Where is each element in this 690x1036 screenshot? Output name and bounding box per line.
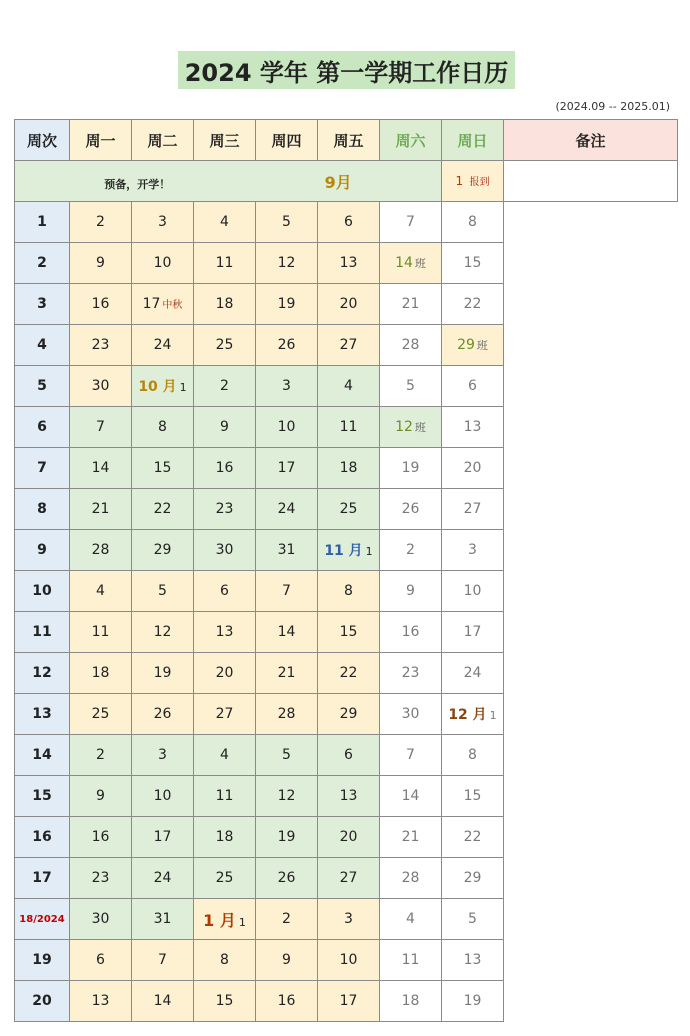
month-label: 11 月	[324, 543, 363, 559]
month-label: 10 月	[138, 379, 177, 395]
day-cell-thu: 12	[256, 776, 318, 817]
date-range: (2024.09 -- 2025.01)	[555, 100, 670, 113]
day-cell-sat: 16	[380, 612, 442, 653]
day-cell-sat: 5	[380, 366, 442, 407]
day-cell-mon: 16	[70, 817, 132, 858]
day-cell-fri: 17	[318, 981, 380, 1022]
col-note: 备注	[504, 120, 678, 161]
col-week: 周次	[15, 120, 70, 161]
banner-row	[15, 161, 678, 202]
day-cell-mon: 14	[70, 448, 132, 489]
week-number: 15	[15, 776, 70, 817]
week-row	[15, 407, 678, 448]
day-cell-wed: 4	[194, 735, 256, 776]
day-cell-mon: 9	[70, 776, 132, 817]
day-cell-wed: 16	[194, 448, 256, 489]
day-cell-wed: 4	[194, 202, 256, 243]
day-cell-sun	[442, 694, 504, 735]
week-number: 7	[15, 448, 70, 489]
week-row	[15, 202, 678, 243]
banner-month: 9月	[324, 172, 352, 192]
day-cell-sun: 15	[442, 243, 504, 284]
day-cell-tue: 10	[132, 776, 194, 817]
week-number: 16	[15, 817, 70, 858]
day-cell-sat: 2	[380, 530, 442, 571]
day-cell-mon: 21	[70, 489, 132, 530]
month-label: 12 月	[448, 707, 487, 723]
day-cell-fri: 27	[318, 325, 380, 366]
day-cell-tue: 5	[132, 571, 194, 612]
day-cell-sun: 3	[442, 530, 504, 571]
day-cell-thu: 14	[256, 612, 318, 653]
day-cell-mon: 2	[70, 202, 132, 243]
day-cell-wed: 30	[194, 530, 256, 571]
week-row	[15, 284, 678, 325]
day-cell-tue: 26	[132, 694, 194, 735]
day-cell-mon: 4	[70, 571, 132, 612]
week-number: 8	[15, 489, 70, 530]
day-cell-wed: 25	[194, 325, 256, 366]
col-tue: 周二	[132, 120, 194, 161]
day-cell-thu: 10	[256, 407, 318, 448]
day-cell-sat: 23	[380, 653, 442, 694]
week-row	[15, 735, 678, 776]
col-mon: 周一	[70, 120, 132, 161]
day-cell-mon: 2	[70, 735, 132, 776]
week-row	[15, 940, 678, 981]
workday-tag: 班	[414, 421, 426, 434]
day-cell-sun: 13	[442, 940, 504, 981]
day-cell-wed: 20	[194, 653, 256, 694]
day-number: 1	[365, 545, 373, 558]
week-number: 13	[15, 694, 70, 735]
day-cell-mon: 28	[70, 530, 132, 571]
day-cell-thu: 28	[256, 694, 318, 735]
day-cell-sat: 9	[380, 571, 442, 612]
day-cell-sat: 21	[380, 284, 442, 325]
day-cell-wed: 18	[194, 284, 256, 325]
day-cell-tue: 22	[132, 489, 194, 530]
week-row	[15, 981, 678, 1022]
week-number: 11	[15, 612, 70, 653]
day-cell-sun: 13	[442, 407, 504, 448]
day-cell-tue	[132, 366, 194, 407]
report-day	[442, 161, 504, 202]
day-cell-fri: 13	[318, 243, 380, 284]
day-cell-tue: 17	[132, 817, 194, 858]
day-cell-thu: 17	[256, 448, 318, 489]
day-cell-mon: 16	[70, 284, 132, 325]
day-cell-mon: 13	[70, 981, 132, 1022]
day-cell-sun: 27	[442, 489, 504, 530]
day-cell-sat: 26	[380, 489, 442, 530]
day-cell-tue: 29	[132, 530, 194, 571]
col-sat: 周六	[380, 120, 442, 161]
day-cell-wed: 8	[194, 940, 256, 981]
holiday-tag: 中秋	[162, 300, 183, 311]
day-cell-thu: 26	[256, 858, 318, 899]
day-cell-sat: 21	[380, 817, 442, 858]
report-day-number: 1	[455, 174, 464, 188]
week-number: 4	[15, 325, 70, 366]
day-cell-tue: 31	[132, 899, 194, 940]
week-row	[15, 448, 678, 489]
week-number: 12	[15, 653, 70, 694]
day-cell-sun: 10	[442, 571, 504, 612]
day-cell-thu: 26	[256, 325, 318, 366]
day-cell-sat	[380, 407, 442, 448]
day-cell-sat: 30	[380, 694, 442, 735]
day-cell-fri: 10	[318, 940, 380, 981]
workday-tag: 班	[414, 257, 426, 270]
day-cell-thu: 9	[256, 940, 318, 981]
day-cell-mon: 18	[70, 653, 132, 694]
day-cell-fri: 6	[318, 202, 380, 243]
day-cell-wed: 11	[194, 243, 256, 284]
day-cell-sun: 17	[442, 612, 504, 653]
col-thu: 周四	[256, 120, 318, 161]
day-cell-sat: 19	[380, 448, 442, 489]
day-cell-wed: 25	[194, 858, 256, 899]
day-cell-fri: 8	[318, 571, 380, 612]
week-number: 17	[15, 858, 70, 899]
day-cell-tue: 19	[132, 653, 194, 694]
week-number: 18/2024	[15, 899, 70, 940]
day-cell-tue: 10	[132, 243, 194, 284]
week-number: 9	[15, 530, 70, 571]
day-cell-fri: 18	[318, 448, 380, 489]
col-fri: 周五	[318, 120, 380, 161]
day-number: 12	[395, 419, 413, 435]
day-cell-thu: 19	[256, 284, 318, 325]
day-cell-sat: 28	[380, 325, 442, 366]
day-cell-mon: 6	[70, 940, 132, 981]
day-cell-wed: 27	[194, 694, 256, 735]
week-row	[15, 243, 678, 284]
calendar-table	[14, 119, 678, 1022]
day-cell-wed: 15	[194, 981, 256, 1022]
day-cell-mon: 7	[70, 407, 132, 448]
day-cell-sun: 15	[442, 776, 504, 817]
day-cell-mon: 23	[70, 858, 132, 899]
day-cell-wed: 13	[194, 612, 256, 653]
day-cell-wed: 23	[194, 489, 256, 530]
week-row	[15, 653, 678, 694]
day-cell-wed: 6	[194, 571, 256, 612]
week-row	[15, 489, 678, 530]
day-cell-tue: 14	[132, 981, 194, 1022]
day-cell-fri: 3	[318, 899, 380, 940]
banner-message: 预备，开学！	[104, 177, 171, 191]
week-number: 6	[15, 407, 70, 448]
day-cell-sun: 24	[442, 653, 504, 694]
week-row	[15, 776, 678, 817]
day-cell-sat: 7	[380, 735, 442, 776]
day-cell-thu: 3	[256, 366, 318, 407]
day-cell-wed: 11	[194, 776, 256, 817]
day-cell-sat: 14	[380, 776, 442, 817]
week-number: 5	[15, 366, 70, 407]
day-cell-tue: 7	[132, 940, 194, 981]
day-cell-sun: 8	[442, 202, 504, 243]
day-cell-mon: 30	[70, 366, 132, 407]
week-row	[15, 571, 678, 612]
week-row	[15, 325, 678, 366]
report-day-label: 报到	[469, 177, 490, 188]
day-cell-fri: 6	[318, 735, 380, 776]
day-cell-thu: 5	[256, 735, 318, 776]
week-row	[15, 366, 678, 407]
day-cell-sat: 28	[380, 858, 442, 899]
page-title: 2024 学年 第一学期工作日历	[178, 51, 515, 89]
day-cell-wed: 9	[194, 407, 256, 448]
day-cell-tue: 15	[132, 448, 194, 489]
day-cell-fri: 11	[318, 407, 380, 448]
day-cell-fri: 22	[318, 653, 380, 694]
day-cell-mon: 11	[70, 612, 132, 653]
day-cell-tue: 8	[132, 407, 194, 448]
day-cell-thu: 16	[256, 981, 318, 1022]
day-cell-thu: 24	[256, 489, 318, 530]
day-cell-sun	[442, 325, 504, 366]
day-cell-fri: 20	[318, 284, 380, 325]
day-cell-wed	[194, 899, 256, 940]
week-number: 19	[15, 940, 70, 981]
week-row	[15, 899, 678, 940]
day-cell-fri: 13	[318, 776, 380, 817]
day-cell-fri: 4	[318, 366, 380, 407]
day-cell-sun: 22	[442, 817, 504, 858]
day-cell-sun: 8	[442, 735, 504, 776]
day-number: 14	[395, 255, 413, 271]
col-wed: 周三	[194, 120, 256, 161]
day-cell-thu: 19	[256, 817, 318, 858]
day-cell-sat: 7	[380, 202, 442, 243]
day-cell-tue: 24	[132, 325, 194, 366]
week-row	[15, 858, 678, 899]
day-cell-wed: 18	[194, 817, 256, 858]
month-label: 1 月	[203, 910, 236, 930]
week-number: 14	[15, 735, 70, 776]
day-cell-sun: 22	[442, 284, 504, 325]
day-cell-thu: 2	[256, 899, 318, 940]
day-cell-tue: 12	[132, 612, 194, 653]
week-row	[15, 817, 678, 858]
day-cell-sun: 6	[442, 366, 504, 407]
day-cell-thu: 12	[256, 243, 318, 284]
day-cell-sun: 19	[442, 981, 504, 1022]
day-number: 1	[489, 709, 497, 722]
day-cell-thu: 7	[256, 571, 318, 612]
header-row	[15, 120, 678, 161]
week-number: 1	[15, 202, 70, 243]
week-number: 10	[15, 571, 70, 612]
week-rows	[15, 202, 678, 1022]
week-row	[15, 612, 678, 653]
day-cell-thu: 21	[256, 653, 318, 694]
day-cell-fri: 27	[318, 858, 380, 899]
day-number: 1	[238, 915, 246, 929]
day-cell-fri	[318, 530, 380, 571]
day-cell-fri: 15	[318, 612, 380, 653]
week-number: 3	[15, 284, 70, 325]
day-cell-tue: 24	[132, 858, 194, 899]
workday-tag: 班	[476, 339, 488, 352]
notes-area	[504, 161, 678, 202]
day-cell-fri: 20	[318, 817, 380, 858]
day-cell-mon: 25	[70, 694, 132, 735]
day-cell-fri: 29	[318, 694, 380, 735]
day-cell-mon: 30	[70, 899, 132, 940]
day-cell-mon: 23	[70, 325, 132, 366]
day-cell-wed: 2	[194, 366, 256, 407]
week-number: 20	[15, 981, 70, 1022]
day-cell-tue: 3	[132, 735, 194, 776]
day-cell-thu: 31	[256, 530, 318, 571]
day-cell-sat: 11	[380, 940, 442, 981]
day-number: 29	[457, 337, 475, 353]
week-number: 2	[15, 243, 70, 284]
day-cell-thu: 5	[256, 202, 318, 243]
opening-banner	[15, 161, 442, 202]
day-cell-tue	[132, 284, 194, 325]
day-cell-sun: 5	[442, 899, 504, 940]
day-cell-fri: 25	[318, 489, 380, 530]
day-number: 1	[179, 381, 187, 394]
col-sun: 周日	[442, 120, 504, 161]
day-cell-sat	[380, 243, 442, 284]
day-cell-sun: 29	[442, 858, 504, 899]
day-number: 17	[142, 296, 161, 312]
day-cell-sat: 18	[380, 981, 442, 1022]
week-row	[15, 530, 678, 571]
day-cell-sun: 20	[442, 448, 504, 489]
day-cell-sat: 4	[380, 899, 442, 940]
day-cell-tue: 3	[132, 202, 194, 243]
day-cell-mon: 9	[70, 243, 132, 284]
week-row	[15, 694, 678, 735]
